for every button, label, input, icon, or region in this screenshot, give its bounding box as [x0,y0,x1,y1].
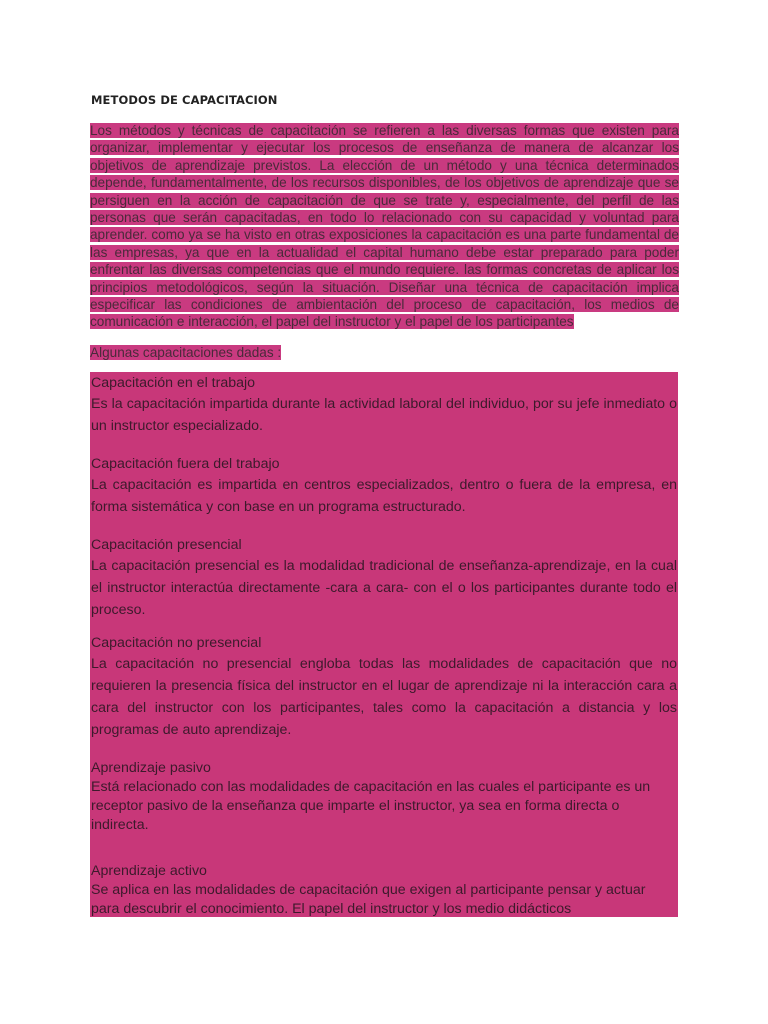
section-heading: Capacitación no presencial [91,635,262,651]
section-heading: Capacitación presencial [91,537,242,553]
examples-note [90,344,281,361]
section-aprendizaje-pasivo [91,759,677,835]
section-en-el-trabajo [91,374,677,437]
section-body: Está relacionado con las modalidades de capacitación en las cuales el participante es un receptor pasivo de la enseñanza que imparte el instructor, ya sea en forma directa o indirecta. [91,779,651,833]
examples-note-text: Algunas capacitaciones dadas : [90,345,282,360]
section-heading: Aprendizaje pasivo [91,760,211,776]
intro-paragraph [90,122,679,331]
section-no-presencial [91,634,677,741]
document-title: METODOS DE CAPACITACION [91,93,278,107]
section-body: La capacitación es impartida en centros especializados, dentro o fuera de la empresa, en forma sistemática y con base en un programa estructurado. [91,477,677,515]
section-body: Es la capacitación impartida durante la actividad laboral del individuo, por su jefe inmediato o un instructor especializado. [91,396,677,434]
section-presencial [91,536,677,621]
intro-text: Los métodos y técnicas de capacitación se refieren a las diversas formas que existen para organizar, implementar y ejecutar los procesos de enseñanza de manera de alcanzar los objetivos de aprendizaje previstos. La elección de un método y una técnica determinados depende, fundamentalmente, de los recursos disponibles, de los objetivos de aprendizaje que se persiguen en la acción de capacitación de que se trate y, especialmente, del perfil de las personas que serán capacitadas, en todo lo relacionado con su capacidad y voluntad para aprender. como ya se ha visto en otras exposiciones la capacitación es una parte fundamental de las empresas, ya que en la actualidad el capital humano debe estar preparado para poder enfrentar las diversas competencias que el mundo requiere. las formas concretas de aplicar los principios metodológicos, según la situación. Diseñar una técnica de capacitación implica especificar las condiciones de ambientación del proceso de capacitación, los medios de comunicación e interacción, el papel del instructor y el papel de los participantes [90,123,679,330]
section-heading: Capacitación fuera del trabajo [91,456,280,472]
section-heading: Aprendizaje activo [91,863,207,879]
section-body: Se aplica en las modalidades de capacitación que exigen al participante pensar y actuar para descubrir el conocimiento. El papel del instructor y los medio didácticos [91,882,646,917]
section-fuera-del-trabajo [91,455,677,518]
section-body: La capacitación no presencial engloba todas las modalidades de capacitación que no requieren la presencia física del instructor en el lugar de aprendizaje ni la interacción cara a cara del instructor con los participantes, tales como la capacitación a distancia y los programas de auto aprendizaje. [91,656,677,738]
section-body: La capacitación presencial es la modalidad tradicional de enseñanza-aprendizaje, en la cual el instructor interactúa directamente -cara a cara- con el o los participantes durante todo el proceso. [91,558,677,618]
section-heading: Capacitación en el trabajo [91,375,256,391]
section-aprendizaje-activo [91,862,677,919]
